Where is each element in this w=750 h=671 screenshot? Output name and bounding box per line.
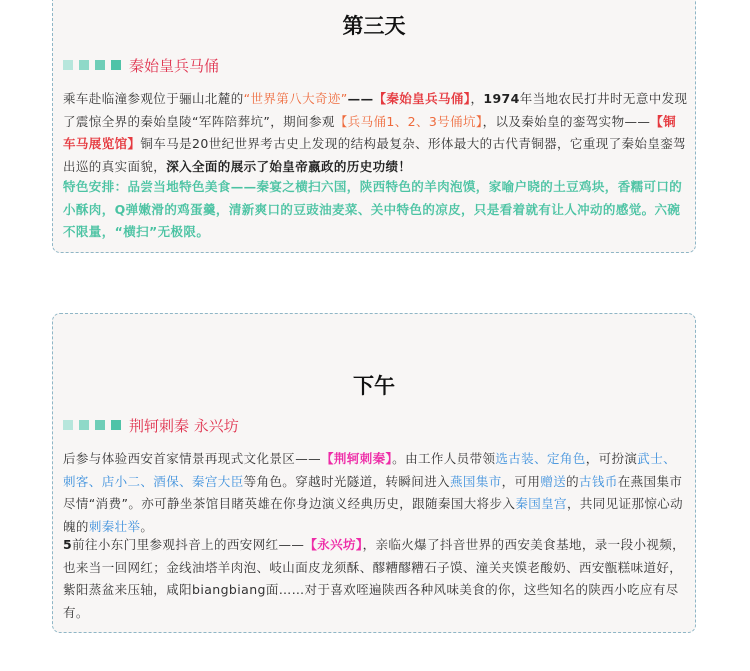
text-run: ，亲临火爆了抖音世界的西安美食基地，录一段小视频，也来当一回网红；金线油塔羊肉泡、岐山面皮龙须酥、醪糟醪糟石子馍、潼关夹馍老酸奶、西安甑糕味道好，紫阳蒸盆来压轴，咸阳biangbiang面……对于喜欢咥遍陕西各种风味美食的你，这些知名的陕西小吃应有尽有。 (63, 537, 686, 620)
text-run: 。 (140, 518, 154, 534)
description-paragraph (63, 448, 688, 538)
square-icon (79, 420, 89, 430)
text-run: 在燕国集市尽情“消费”。亦可静坐茶馆目睹英雄在你身边演义经典历史，跟随秦国大将步入 (63, 473, 683, 511)
text-run: “世界第八大奇迹” (243, 91, 348, 106)
text-run: 【秦始皇兵马俑】 (373, 91, 471, 106)
text-run: 秦国皇宫 (515, 496, 567, 511)
text-run: 1974 (483, 91, 520, 106)
text-run: ，可用 (501, 473, 541, 489)
text-run: 前往小东门里参观抖音上的西安网红—— (72, 537, 305, 552)
text-run: ，共同见证那惊心动魄的 (63, 496, 684, 534)
text-run: 古钱币 (579, 473, 618, 489)
description-paragraph (63, 88, 688, 178)
square-icon (79, 60, 89, 70)
text-run: ，可扮演 (585, 451, 638, 466)
square-icon (63, 420, 73, 430)
text-run: 铜车马是20世纪世界考古史上发现的结构最复杂、形体最大的古代青铜器，它重现了秦始皇銮驾出巡的真实面貌， (63, 136, 687, 174)
text-run: —— (347, 91, 374, 106)
text-run: 的 (566, 473, 580, 489)
text-run: 【荆轲刺秦】 (321, 451, 393, 466)
square-icon (63, 60, 73, 70)
text-run: 刺秦壮举 (88, 518, 141, 534)
section-header (63, 415, 239, 435)
text-run: 【铜车马展览馆】 (63, 113, 677, 151)
square-icon (111, 60, 121, 70)
text-run: 等角色。穿越时光隧道，转瞬间进入 (243, 473, 451, 489)
text-run: 后参与体验西安首家情景再现式文化景区—— (63, 451, 322, 466)
description-paragraph (63, 534, 688, 624)
square-icon (111, 420, 121, 430)
text-run: 5 (63, 537, 73, 552)
section-title: 秦始皇兵马俑 (129, 56, 220, 75)
text-run: 乘车赴临潼参观位于骊山北麓的 (63, 91, 244, 106)
text-run: ，以及秦始皇的銮驾实物—— (482, 113, 651, 129)
afternoon-card (52, 313, 696, 633)
feature-paragraph: 特色安排：品尝当地特色美食——秦宴之横扫六国，陕西特色的羊肉泡馍，家喻户晓的土豆鸡块，香糯可口的小酥肉，Q弹嫩滑的鸡蛋羹，清新爽口的豆豉油麦菜、关中特色的凉皮，只是看着就有让人冲动的感觉。六碗不限量，“横扫”无极限。 (63, 179, 683, 239)
text-run: 【永兴坊】 (304, 537, 363, 552)
text-run: 。由工作人员带领 (392, 451, 496, 466)
text-run: 武士、刺客、店小二、酒保、秦宫大臣 (63, 451, 676, 489)
square-icon (95, 420, 105, 430)
text-run: ， (470, 91, 484, 106)
text-run: 选古装、定角色 (495, 451, 586, 466)
text-run: 燕国集市 (450, 473, 502, 489)
text-run: 年当地农民打井时无意中发现了震惊全界的秦始皇陵“军阵陪葬坑”，期间参观 (63, 91, 688, 129)
day-title: 下午 (353, 374, 395, 398)
text-run: 赠送 (540, 473, 567, 489)
square-icon (95, 60, 105, 70)
text-run: 深入全面的展示了始皇帝嬴政的历史功绩！ (166, 158, 412, 174)
section-header (63, 55, 219, 75)
section-title: 荆轲刺秦 永兴坊 (129, 416, 239, 435)
text-run: 【兵马俑1、2、3号俑坑】 (334, 113, 483, 129)
day-title: 第三天 (342, 14, 406, 38)
day3-card (52, 0, 696, 253)
